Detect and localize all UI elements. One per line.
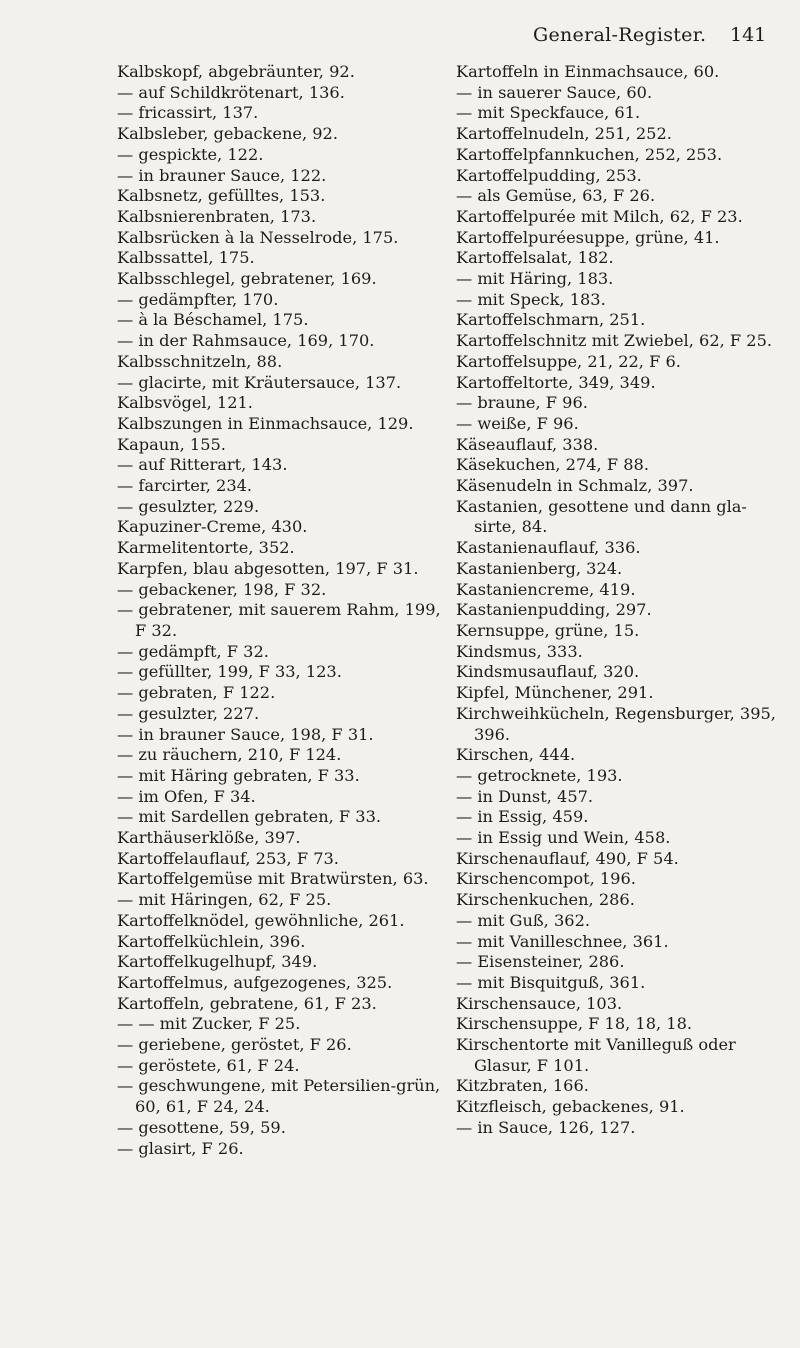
index-entry: Kastaniencreme, 419.	[456, 579, 636, 599]
running-title: General-Register.	[533, 24, 707, 46]
index-entry: — gebratener, mit sauerem Rahm, 199, F 32.	[117, 600, 441, 640]
index-entry: Kartoffeln, gebratene, 61, F 23.	[117, 993, 377, 1013]
index-entry: — in Essig und Wein, 458.	[456, 828, 671, 848]
index-entry: — in Dunst, 457.	[456, 786, 594, 806]
index-entry: Kalbsrücken à la Nesselrode, 175.	[117, 227, 399, 247]
index-entry: Kartoffelpudding, 253.	[456, 165, 642, 185]
index-entry: Kartoffeln in Einmachsauce, 60.	[456, 62, 720, 81]
index-entry: Kalbskopf, abgebräunter, 92.	[117, 62, 355, 81]
index-entry: Karpfen, blau abgesotten, 197, F 31.	[117, 558, 419, 578]
index-column-left	[117, 62, 447, 1159]
index-entry: — in brauner Sauce, 122.	[117, 165, 327, 185]
index-entry: Kitzbraten, 166.	[456, 1076, 589, 1096]
index-entry: — mit Bisquitguß, 361.	[456, 972, 646, 992]
index-entry: Kalbsvögel, 121.	[117, 393, 253, 413]
index-entry: Käsekuchen, 274, F 88.	[456, 455, 649, 475]
index-entry: — in der Rahmsauce, 169, 170.	[117, 331, 375, 351]
index-entry: Käsenudeln in Schmalz, 397.	[456, 476, 694, 496]
index-entry: — gedämpfter, 170.	[117, 289, 279, 309]
index-entry: — in brauner Sauce, 198, F 31.	[117, 724, 374, 744]
index-entry: Kalbsschnitzeln, 88.	[117, 351, 283, 371]
index-entry: — fricassirt, 137.	[117, 103, 259, 123]
page-number: 141	[730, 24, 767, 46]
index-entry: Kartoffelküchlein, 396.	[117, 931, 306, 951]
index-entry: Kartoffelmus, aufgezogenes, 325.	[117, 972, 393, 992]
index-entry: — mit Häringen, 62, F 25.	[117, 890, 332, 910]
index-entry: Kartoffelpurée mit Milch, 62, F 23.	[456, 206, 743, 226]
index-entry: Kirschen, 444.	[456, 745, 576, 765]
page-header	[0, 24, 800, 54]
index-entry: — mit Guß, 362.	[456, 910, 591, 930]
index-entry: Kartoffeltorte, 349, 349.	[456, 372, 656, 392]
index-entry: Kalbsnierenbraten, 173.	[117, 206, 317, 226]
index-entry: Kartoffelnudeln, 251, 252.	[456, 124, 672, 144]
index-entry: — zu räuchern, 210, F 124.	[117, 745, 342, 765]
index-entry: Kartoffelsuppe, 21, 22, F 6.	[456, 351, 681, 371]
index-entry: — mit Häring, 183.	[456, 269, 614, 289]
index-entry: Kitzfleisch, gebackenes, 91.	[456, 1097, 685, 1117]
index-entry: — glacirte, mit Kräutersauce, 137.	[117, 372, 402, 392]
index-entry: — geriebene, geröstet, F 26.	[117, 1035, 352, 1055]
index-entry: Kalbszungen in Einmachsauce, 129.	[117, 413, 414, 433]
index-entry: — gefüllter, 199, F 33, 123.	[117, 662, 342, 682]
index-entry: Kartoffelkugelhupf, 349.	[117, 952, 318, 972]
index-entry: — im Ofen, F 34.	[117, 786, 256, 806]
index-entry: — getrocknete, 193.	[456, 765, 623, 785]
index-entry: — als Gemüse, 63, F 26.	[456, 186, 656, 206]
index-entry: Kastanien, gesottene und dann gla-sirte, 84.	[456, 496, 747, 537]
index-entry: Kastanienpudding, 297.	[456, 600, 652, 620]
index-entry: Kirschenkuchen, 286.	[456, 890, 635, 910]
index-entry: — — mit Zucker, F 25.	[117, 1014, 301, 1034]
index-entry: Kirschensauce, 103.	[456, 993, 623, 1013]
index-entry: Kartoffelknödel, gewöhnliche, 261.	[117, 910, 405, 930]
index-entry: Kindsmusauflauf, 320.	[456, 662, 640, 682]
index-entry: — geröstete, 61, F 24.	[117, 1055, 300, 1075]
index-entry: Kirschensuppe, F 18, 18, 18.	[456, 1014, 693, 1034]
index-entry: — gebackener, 198, F 32.	[117, 579, 327, 599]
index-entry: Kartoffelsalat, 182.	[456, 248, 614, 268]
index-entry: — gesulzter, 227.	[117, 703, 260, 723]
index-entry: Kindsmus, 333.	[456, 641, 583, 661]
index-entry: Kalbsschlegel, gebratener, 169.	[117, 269, 377, 289]
index-entry: — farcirter, 234.	[117, 476, 253, 496]
index-entry: — geschwungene, mit Petersilien-grün, 60, 61, F 24, 24.	[117, 1076, 441, 1117]
index-entry: Kartoffelgemüse mit Bratwürsten, 63.	[117, 869, 429, 889]
index-entry: — mit Vanilleschnee, 361.	[456, 931, 669, 951]
index-entry: — auf Schildkrötenart, 136.	[117, 82, 345, 102]
index-entry: Käseauflauf, 338.	[456, 434, 599, 454]
index-entry: Kapuziner-Creme, 430.	[117, 517, 308, 537]
index-entry: — glasirt, F 26.	[117, 1138, 244, 1158]
index-entry: — gedämpft, F 32.	[117, 641, 269, 661]
index-entry: Kastanienberg, 324.	[456, 558, 623, 578]
index-entry: — gebraten, F 122.	[117, 683, 276, 703]
index-entry: Karthäuserklöße, 397.	[117, 828, 301, 848]
index-entry: — mit Speck, 183.	[456, 289, 606, 309]
index-entry: — gespickte, 122.	[117, 144, 264, 164]
index-entry: Kirschencompot, 196.	[456, 869, 636, 889]
index-entry: — weiße, F 96.	[456, 413, 579, 433]
index-entry: Kartoffelauflauf, 253, F 73.	[117, 848, 339, 868]
index-entry: — in Sauce, 126, 127.	[456, 1117, 636, 1137]
index-entry: — mit Sardellen gebraten, F 33.	[117, 807, 382, 827]
index-entry: Kernsuppe, grüne, 15.	[456, 620, 640, 640]
index-entry: — braune, F 96.	[456, 393, 588, 413]
index-entry: — gesulzter, 229.	[117, 496, 260, 516]
index-entry: Kirschentorte mit Vanilleguß oder Glasur, F 101.	[456, 1035, 736, 1075]
index-entry: Kapaun, 155.	[117, 434, 226, 454]
index-entry: Kirchweihkücheln, Regensburger, 395, 396.	[456, 703, 776, 744]
index-entry: Kalbsleber, gebackene, 92.	[117, 124, 338, 144]
index-entry: Kartoffelpuréesuppe, grüne, 41.	[456, 227, 720, 247]
index-entry: Kastanienauflauf, 336.	[456, 538, 641, 558]
index-entry: — Eisensteiner, 286.	[456, 952, 625, 972]
index-entry: — mit Speckfauce, 61.	[456, 103, 641, 123]
index-entry: — à la Béschamel, 175.	[117, 310, 309, 330]
index-entry: Kipfel, Münchener, 291.	[456, 683, 654, 703]
index-entry: Kalbssattel, 175.	[117, 248, 255, 268]
index-entry: — auf Ritterart, 143.	[117, 455, 288, 475]
index-entry: — in sauerer Sauce, 60.	[456, 82, 653, 102]
index-entry: — gesottene, 59, 59.	[117, 1117, 286, 1137]
index-column-right	[456, 62, 786, 1139]
index-entry: Karmelitentorte, 352.	[117, 538, 295, 558]
index-entry: Kirschenauflauf, 490, F 54.	[456, 848, 679, 868]
index-entry: — in Essig, 459.	[456, 807, 589, 827]
index-entry: — mit Häring gebraten, F 33.	[117, 765, 360, 785]
index-entry: Kartoffelschmarn, 251.	[456, 310, 646, 330]
index-entry: Kalbsnetz, gefülltes, 153.	[117, 186, 326, 206]
index-entry: Kartoffelpfannkuchen, 252, 253.	[456, 144, 723, 164]
index-entry: Kartoffelschnitz mit Zwiebel, 62, F 25.	[456, 331, 773, 351]
